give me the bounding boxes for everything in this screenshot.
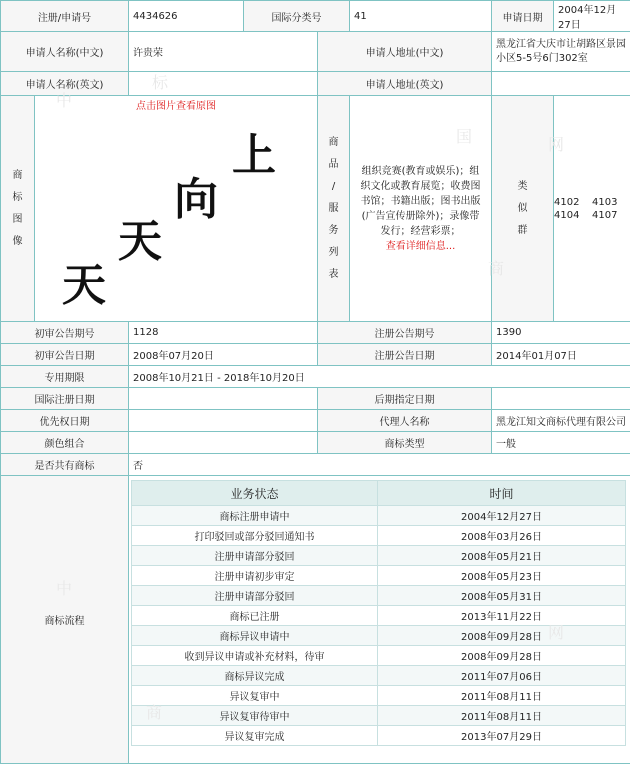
priority-date-label: 优先权日期 <box>1 410 129 432</box>
color-combo-label: 颜色组合 <box>1 432 129 454</box>
table-row: 异议复审中 2011年08月11日 <box>132 686 626 706</box>
reg-no-value: 4434626 <box>129 1 244 32</box>
intl-class-value: 41 <box>350 1 492 32</box>
reg-issue-no-value: 1390 <box>492 322 630 344</box>
table-row: 收到异议申请或补充材料，待审 2008年09月28日 <box>132 646 626 666</box>
mark-char-4: 上 <box>232 119 276 183</box>
agent-name-value: 黑龙江知文商标代理有限公司 <box>492 410 630 432</box>
prelim-issue-no-label: 初审公告期号 <box>1 322 129 344</box>
table-row: 异议复审待审中 2011年08月11日 <box>132 706 626 726</box>
applicant-addr-cn-value: 黑龙江省大庆市让胡路区景园小区5-5号6门302室 <box>492 32 630 72</box>
reg-date-label: 注册公告日期 <box>318 344 492 366</box>
goods-services-cell <box>350 96 492 322</box>
watermark: 标 <box>152 70 168 93</box>
later-designation-value <box>492 388 630 410</box>
prelim-date-value: 2008年07月20日 <box>129 344 318 366</box>
agent-name-label: 代理人名称 <box>318 410 492 432</box>
mark-char-1: 天 <box>62 249 106 313</box>
applicant-name-cn-value: 许贵荣 <box>129 32 318 72</box>
goods-services-label: 商 品 / 服 务 列 表 <box>318 96 350 322</box>
watermark: 商 <box>488 256 504 279</box>
watermark: 商 <box>146 700 162 723</box>
color-combo-value <box>129 432 318 454</box>
table-row: 商标注册申请中 2004年12月27日 <box>132 506 626 526</box>
applicant-name-en-value <box>129 72 318 96</box>
view-details-link[interactable]: 查看详细信息... <box>386 241 456 252</box>
intl-class-label: 国际分类号 <box>244 1 350 32</box>
view-original-link[interactable]: 点击图片查看原图 <box>54 97 298 112</box>
trademark-type-value: 一般 <box>492 432 630 454</box>
goods-services-text: 组织竞赛(教育或娱乐)；组织文化或教育展览；收费图书馆；书籍出版；图书出版(广告宣传册除外)；录像带发行；经营彩票； <box>361 166 481 237</box>
exclusive-period-value: 2008年10月21日 - 2018年10月20日 <box>129 366 630 388</box>
applicant-addr-cn-label: 申请人地址(中文) <box>318 32 492 72</box>
apply-date-label: 申请日期 <box>492 1 554 32</box>
trademark-image[interactable] <box>54 109 298 309</box>
reg-date-value: 2014年01月07日 <box>492 344 630 366</box>
similar-group-item: 4102 <box>554 197 592 208</box>
process-cell <box>129 476 630 764</box>
shared-mark-label: 是否共有商标 <box>1 454 129 476</box>
similar-group-item: 4103 <box>592 197 630 208</box>
process-label: 商标流程 <box>1 476 129 764</box>
watermark: 中 <box>56 88 72 111</box>
process-table <box>131 480 626 746</box>
watermark: 网 <box>548 132 564 155</box>
exclusive-period-label: 专用期限 <box>1 366 129 388</box>
watermark: 中 <box>56 576 72 599</box>
table-row: 打印驳回或部分驳回通知书 2008年03月26日 <box>132 526 626 546</box>
applicant-name-cn-label: 申请人名称(中文) <box>1 32 129 72</box>
reg-no-label: 注册/申请号 <box>1 1 129 32</box>
similar-group-item: 4107 <box>592 210 630 221</box>
table-row: 商标异议申请中 2008年09月28日 <box>132 626 626 646</box>
shared-mark-value: 否 <box>129 454 630 476</box>
reg-issue-no-label: 注册公告期号 <box>318 322 492 344</box>
apply-date-value: 2004年12月27日 <box>554 1 630 32</box>
priority-date-value <box>129 410 318 432</box>
table-row: 注册申请部分驳回 2008年05月31日 <box>132 586 626 606</box>
intl-reg-date-label: 国际注册日期 <box>1 388 129 410</box>
prelim-issue-no-value: 1128 <box>129 322 318 344</box>
intl-reg-date-value <box>129 388 318 410</box>
trademark-image-label: 商 标 图 像 <box>1 96 35 322</box>
process-time-header: 时间 <box>378 481 626 506</box>
table-row: 商标已注册 2013年11月22日 <box>132 606 626 626</box>
mark-char-3: 向 <box>174 163 218 227</box>
applicant-addr-en-value <box>492 72 630 96</box>
watermark: 网 <box>548 620 564 643</box>
later-designation-label: 后期指定日期 <box>318 388 492 410</box>
table-row: 异议复审完成 2013年07月29日 <box>132 726 626 746</box>
trademark-image-cell[interactable] <box>35 96 318 322</box>
similar-group-cell <box>554 96 630 322</box>
table-row: 注册申请部分驳回 2008年05月21日 <box>132 546 626 566</box>
table-row: 商标异议完成 2011年07月06日 <box>132 666 626 686</box>
watermark: 国 <box>456 124 472 147</box>
trademark-type-label: 商标类型 <box>318 432 492 454</box>
applicant-addr-en-label: 申请人地址(英文) <box>318 72 492 96</box>
applicant-name-en-label: 申请人名称(英文) <box>1 72 129 96</box>
table-row: 注册申请初步审定 2008年05月23日 <box>132 566 626 586</box>
mark-char-2: 天 <box>118 205 162 269</box>
prelim-date-label: 初审公告日期 <box>1 344 129 366</box>
similar-group-item: 4104 <box>554 210 592 221</box>
similar-group-label: 类 似 群 <box>492 96 554 322</box>
process-status-header: 业务状态 <box>132 481 378 506</box>
